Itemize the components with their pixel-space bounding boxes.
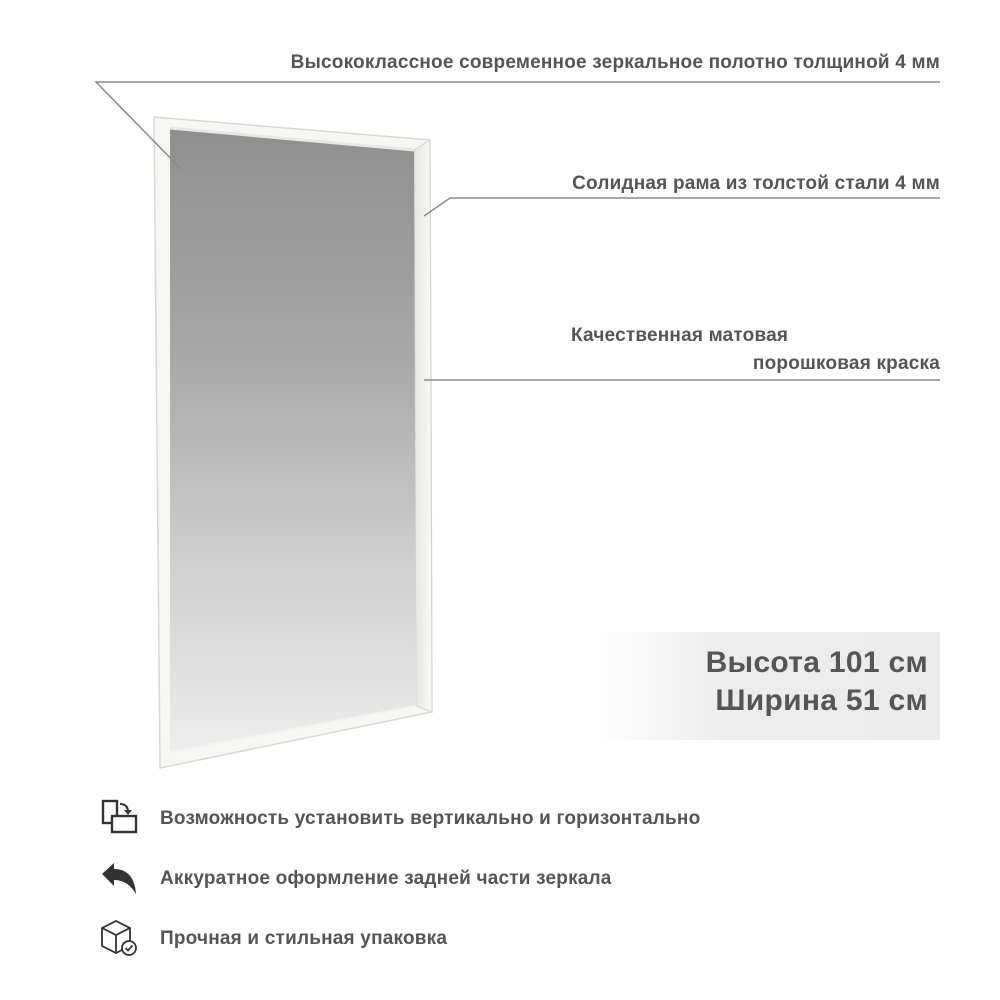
callout-paint-line-1: Качественная матовая bbox=[571, 325, 789, 346]
package-box-icon bbox=[98, 916, 142, 960]
dimension-width: Ширина 51 см bbox=[715, 684, 928, 717]
mirror-glass bbox=[170, 128, 416, 752]
feature-text-package: Прочная и стильная упаковка bbox=[160, 928, 448, 949]
dimension-height: Высота 101 см bbox=[705, 646, 928, 679]
feature-item bbox=[98, 858, 142, 907]
mirror-frame-side bbox=[414, 140, 432, 712]
rotate-orientation-icon bbox=[98, 796, 142, 840]
feature-item bbox=[98, 916, 142, 965]
callout-frame-text: Солидная рама из толстой стали 4 мм bbox=[572, 173, 940, 194]
feature-text-orientation: Возможность установить вертикально и горизонтально bbox=[160, 808, 701, 829]
callout-glass-text: Высококлассное современное зеркальное полотно толщиной 4 мм bbox=[290, 52, 940, 73]
callout-paint-line-2: порошковая краска bbox=[752, 353, 940, 374]
dimensions-box bbox=[596, 632, 940, 740]
feature-item bbox=[98, 796, 142, 845]
back-arrow-icon bbox=[98, 858, 142, 902]
callout-line-frame bbox=[424, 198, 940, 216]
feature-text-back: Аккуратное оформление задней части зеркала bbox=[160, 868, 612, 889]
